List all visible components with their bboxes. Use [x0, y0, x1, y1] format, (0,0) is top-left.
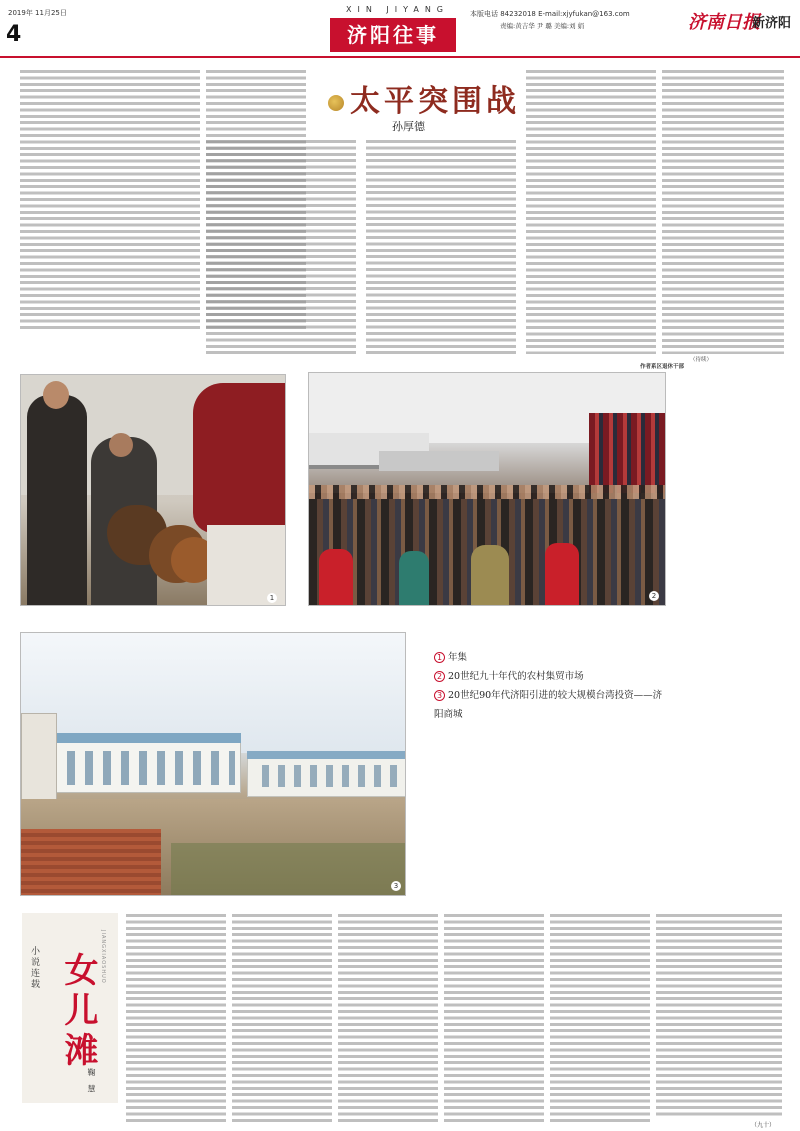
serial-column-6 — [656, 914, 782, 1118]
author-note: 作者系区退休干部 — [640, 364, 685, 370]
caption-text: 20世纪90年代济阳引进的较大规模台湾投资——济阳商城 — [434, 690, 663, 720]
caption-number: 2 — [434, 671, 445, 682]
serial-kicker: 小说连载 — [29, 946, 39, 990]
article-title-text: 太平突围战 — [350, 84, 520, 119]
contact-line: 本版电话 84232018 E-mail:xjyfukan@163.com — [470, 10, 630, 18]
article-column-3 — [206, 140, 356, 354]
section-pinyin: XIN JIYANG — [346, 5, 450, 14]
serial-column-1 — [126, 914, 226, 1122]
article-column-4 — [366, 140, 516, 354]
caption-number: 1 — [434, 652, 445, 663]
photo-number: 1 — [267, 593, 277, 603]
photo-rural-market — [308, 372, 666, 606]
photo-jiyang-mall — [20, 632, 406, 896]
article-column-6 — [662, 70, 784, 354]
article-title — [328, 76, 520, 120]
caption-text: 20世纪九十年代的农村集贸市场 — [448, 671, 584, 682]
to-be-continued: （待续） — [690, 357, 713, 363]
page-number: 4 — [6, 22, 22, 47]
caption-3 — [434, 686, 664, 724]
title-ornament-icon — [328, 95, 344, 111]
article-author: 孙厚德 — [392, 120, 425, 133]
header-rule — [0, 56, 800, 58]
issue-date: 2019年 11月25日 — [8, 9, 67, 17]
article-column-5 — [526, 70, 656, 354]
edition-name: 新济阳 — [752, 16, 792, 31]
serial-pinyin: JIANGXIAOSHUO — [100, 930, 106, 984]
photo-captions — [434, 648, 664, 724]
serial-column-5 — [550, 914, 650, 1122]
section-title: 济阳往事 — [330, 18, 456, 52]
photo-number: 3 — [391, 881, 401, 891]
serial-installment: （九十） — [751, 1122, 776, 1129]
caption-text: 年集 — [448, 652, 468, 663]
page-header — [0, 0, 800, 62]
photo-year-market — [20, 374, 286, 606]
serial-title: 女儿滩 — [58, 952, 98, 1072]
serial-column-3 — [338, 914, 438, 1122]
caption-1 — [434, 648, 664, 667]
photo-number: 2 — [649, 591, 659, 601]
serial-author: 鞠 慧 — [87, 1068, 96, 1096]
editors-line: 责编:黄吉华 尹 璐 美编:刘 娟 — [500, 22, 585, 30]
serial-column-2 — [232, 914, 332, 1122]
serial-column-4 — [444, 914, 544, 1122]
article-column-1 — [20, 70, 200, 332]
caption-2 — [434, 667, 664, 686]
newspaper-logo: 济南日报 — [688, 12, 760, 33]
caption-number: 3 — [434, 690, 445, 701]
